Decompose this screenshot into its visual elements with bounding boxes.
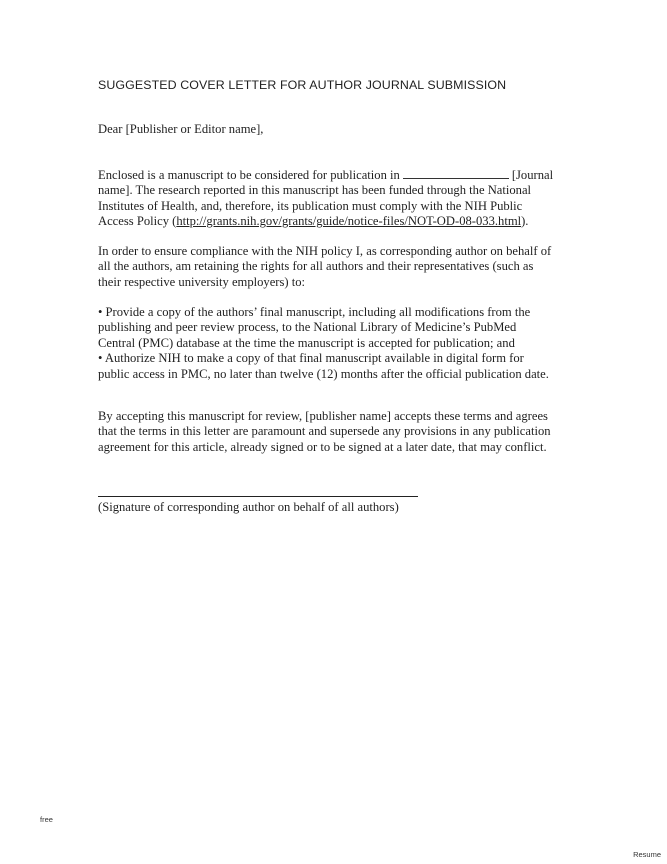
paragraph-text: ). <box>521 214 529 229</box>
paragraph-line: name]. The research reported in this manuscript has been funded through the National <box>98 183 532 198</box>
paragraph-line <box>98 168 553 183</box>
paragraph-text: Enclosed is a manuscript to be considered for publication in <box>98 168 400 182</box>
paragraph-line: agreement for this article, already signed or to be signed at a later date, that may conflict. <box>98 439 547 454</box>
paragraph-line: Institutes of Health, and, therefore, its publication must comply with the NIH Public <box>98 198 523 213</box>
paragraph-acceptance <box>98 409 551 455</box>
paragraph-line <box>98 214 553 229</box>
paragraph-line: • Provide a copy of the authors’ final manuscript, including all modifications from the <box>98 305 531 319</box>
paragraph-enclosed <box>98 168 553 230</box>
paragraph-line: their respective university employers) to: <box>98 274 306 289</box>
journal-blank-line <box>403 168 509 179</box>
paragraph-line: By accepting this manuscript for review, [publisher name] accepts these terms and agrees <box>98 409 548 423</box>
paragraph-compliance <box>98 244 551 290</box>
nih-policy-link[interactable]: http://grants.nih.gov/grants/guide/notice-files/NOT-OD-08-033.html <box>176 214 522 229</box>
paragraph-line: that the terms in this letter are paramount and supersede any provisions in any publication <box>98 424 551 439</box>
greeting: Dear [Publisher or Editor name], <box>98 122 264 136</box>
signature-caption: (Signature of corresponding author on behalf of all authors) <box>98 500 399 514</box>
footer-free-label: free <box>40 815 53 824</box>
paragraph-rights-list <box>98 305 549 382</box>
paragraph-line: • Authorize NIH to make a copy of that final manuscript available in digital form for <box>98 351 524 366</box>
paragraph-line: Central (PMC) database at the time the manuscript is accepted for publication; and <box>98 335 515 350</box>
paragraph-line: public access in PMC, no later than twelve (12) months after the official publication date. <box>98 366 549 381</box>
paragraph-line: publishing and peer review process, to the National Library of Medicine’s PubMed <box>98 320 517 335</box>
signature-line <box>98 496 418 497</box>
paragraph-line: all the authors, am retaining the rights for all authors and their representatives (such as <box>98 259 534 274</box>
footer-resume-label: Resume <box>633 850 661 859</box>
document-title: SUGGESTED COVER LETTER FOR AUTHOR JOURNAL SUBMISSION <box>98 78 507 92</box>
paragraph-text: [Journal <box>511 168 554 182</box>
paragraph-line: In order to ensure compliance with the NIH policy I, as corresponding author on behalf of <box>98 244 552 258</box>
paragraph-text: Access Policy ( <box>98 214 177 229</box>
